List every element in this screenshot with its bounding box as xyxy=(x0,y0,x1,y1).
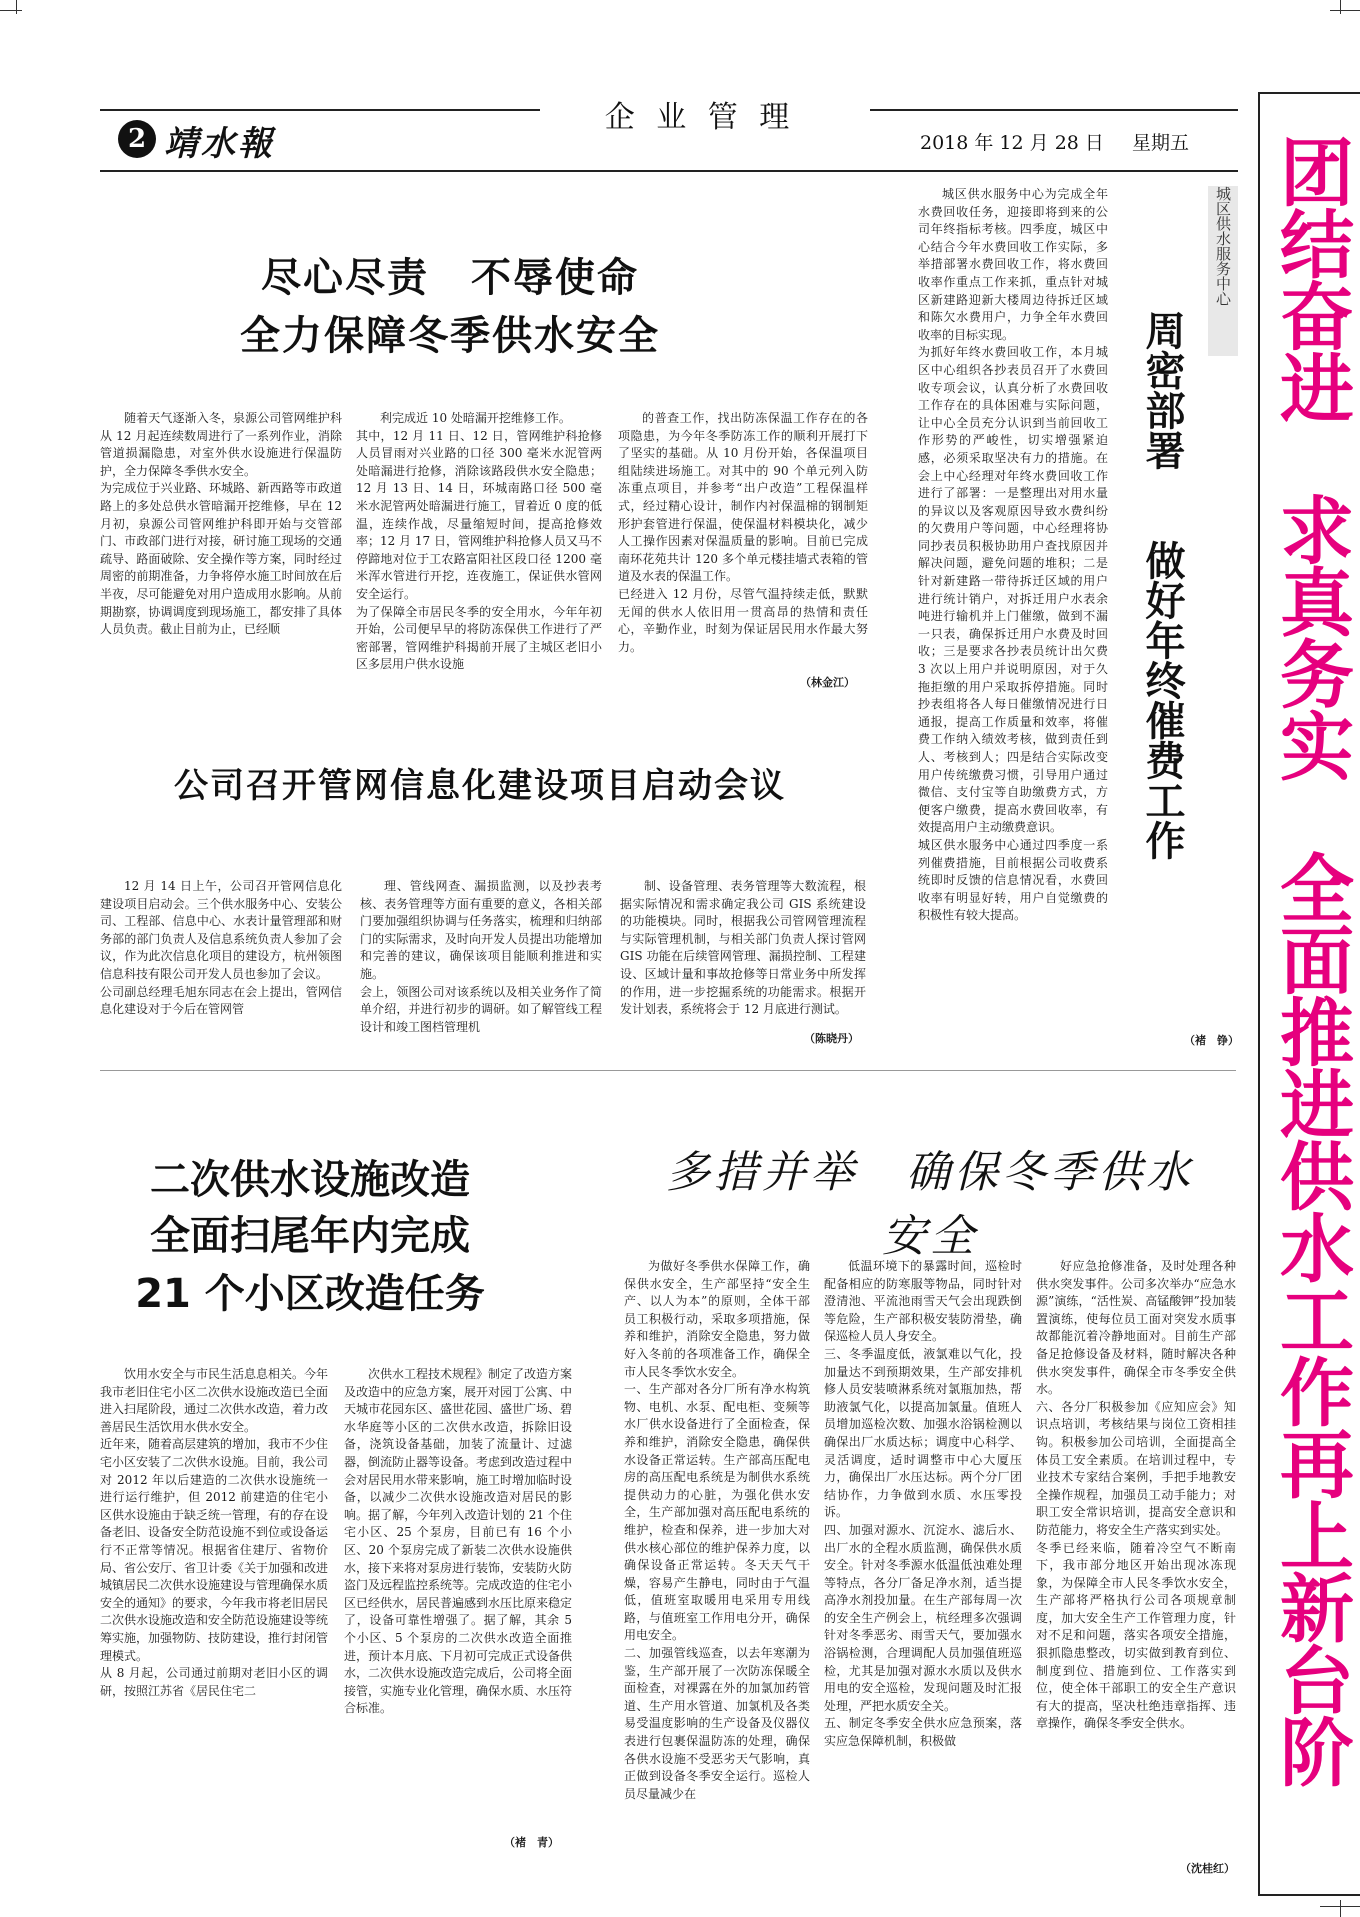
article5-byline: （沈桂红） xyxy=(1180,1862,1235,1875)
article1-text-col3: 的普查工作，找出防冻保温工作存在的各项隐患，为今年冬季防冻工作的顺利开展打下了坚实的基础。从 10 月份开始，各保温项目组陆续进场施工。对其中的 90 个单元列入防冻重点项目，并参考“出户改造”工程保温样式，经过精心设计，制作内衬保温棉的钢制矩形护套管进行保温，使保温材料模块化，减少人工操作因素对保温质量的影响。目前已完成南环花苑共计 120 多个单元楼挂墙式表箱的管道及水表的保温工作。 已经进入 12 月份，尽管气温持续走低，默默无闻的供水人依旧用一贯高昂的热情和责任心，辛勤作业，时刻为保证居民用水作最大努力。 xyxy=(618,411,868,654)
crop-mark xyxy=(1340,0,1341,14)
section-divider xyxy=(100,1070,1236,1071)
masthead xyxy=(100,96,1238,174)
article2-title: 公司召开管网信息化建设项目启动会议 xyxy=(174,766,786,806)
article1-col1 xyxy=(100,410,342,700)
section-title: 企 业 管 理 xyxy=(604,100,796,135)
issue-date-line xyxy=(920,128,1189,155)
article4-title-line1: 二次供水设施改造 xyxy=(150,1157,470,1203)
article3-text: 城区供水服务中心为完成全年水费回收任务，迎接即将到来的公司年终指标考核。四季度，城区中心结合今年水费回收工作实际，多举措部署水费回收工作，将水费回收率作重点工作来抓，重点针对城区新建路迎新大楼周边待拆迁区域和陈欠水费用户，力争全年水费回收率的目标实现。 为抓好年终水费回收工作，本月城区中心组织各抄表员召开了水费回收专项会议，认真分析了水费回收工作存在的具体困难与实际问题，让中心全员充分认识到当前回收工作形势的严峻性，切实增强紧迫感，必须采取坚决有力的措施。在会上中心经理对年终水费回收工作进行了部署：一是整理出对用水量的异议以及客观原因导致水费纠纷的欠费用户等问题，中心经理将协同抄表员积极协助用户查找原因并解决问题，避免问题的堆积；二是针对新建路一带待拆迁区域的用户进行统计销户，对拆迁用户水表余吨进行输机并上门催缴，做到不漏一只表，确保拆迁用户水费及时回收；三是要求各抄表员统计出欠费 3 次以上用户并说明原因，对于久拖拒缴的用户采取拆停措施。同时抄表组将各人每日催缴情况进行日通报，提高工作质量和效率，将催费工作纳入绩效考核，做到责任到人、考核到人；四是结合实际改变用户传统缴费习惯，引导用户通过微信、支付宝等自助缴费方式，方便客户缴费，提高水费回收率，有效提高用户主动缴费意识。 城区供水服务中心通过四季度一系列催费措施，目前根据公司收费系统即时反馈的信息情况看，水费回收率有明显好转，用户自觉缴费的积极性有较大提高。 xyxy=(918,187,1108,923)
article5-text-col2: 低温环境下的暴露时间，巡检时配备相应的防寒服等物品，同时针对澄清池、平流池雨雪天气会出现跌倒等危险，生产部积极安装防滑垫，确保巡检人员人身安全。 三、冬季温度低，液氯难以气化，投加量达不到预期效果，生产部安排机修人员安装喷淋系统对氯瓶加热，帮助液氯气化，以提高加氯量。值班人员增加巡检次数、加强水浴锅检测以确保出厂水质达标；调度中心科学、灵活调度，适时调整市中心大厦压力，确保出厂水压达标。两个分厂团结协作，力争做到水质、水压零投诉。 四、加强对源水、沉淀水、滤后水、出厂水的全程水质监测，确保供水质安全。针对冬季源水低温低浊难处理等特点，各分厂备足净水剂，适当提高净水剂投加量。在生产部每周一次的安全生产例会上，杭经理多次强调针对冬季恶劣、雨雪天气，要加强水浴锅检测，合理调配人员加强值班巡检，尤其是加强对源水水质以及供水用电的安全巡检，发现问题及时汇报处理，严把水质安全关。 五、制定冬季安全供水应急预案，落实应急保障机制，积极做 xyxy=(824,1259,1022,1749)
banner-part-1: 团结奋进 xyxy=(1268,134,1354,422)
article2-col3 xyxy=(620,878,866,1048)
article5-col1 xyxy=(624,1258,810,1858)
article2-byline: （陈晓丹） xyxy=(804,1032,859,1045)
issue-weekday: 星期五 xyxy=(1131,132,1189,154)
paper-name: 靖水報 xyxy=(164,124,275,164)
article2-col2 xyxy=(360,878,602,1048)
article1-col3 xyxy=(618,410,868,700)
article1-byline: （林金江） xyxy=(800,676,855,689)
banner-slogan xyxy=(1264,134,1358,1874)
article4-byline: （褚 青） xyxy=(504,1836,559,1849)
article4-title-line2: 全面扫尾年内完成 xyxy=(150,1213,470,1259)
crop-mark xyxy=(1330,10,1360,11)
article4-text-col2: 次供水工程技术规程》制定了改造方案及改造中的应急方案，展开对园丁公寓、中天城市花园东区、盛世花园、盛世广场、碧水华庭等小区的二次供水改造，拆除旧设备，浇筑设备基础，加装了流量计、过滤器，倒流防止器等设备。考虑到改造过程中会对居民用水带来影响，施工时增加临时设备，以减少二次供水设施改造对居民的影响。据了解，今年列入改造计划的 21 个住宅小区、25 个泵房，目前已有 16 个小区、20 个泵房完成了新装二次供水设施供水，接下来将对泵房进行装饰，安装防火防盗门及远程监控系统等。完成改造的住宅小区已经供水，居民普遍感到水压比原来稳定了，设备可靠性增强了。据了解，其余 5 个小区、5 个泵房的二次供水改造全面推进，预计本月底、下月初可完成正式设备供水，二次供水设施改造完成后，公司将全面接管，实施专业化管理，确保水质、水压符合标准。 xyxy=(344,1367,572,1716)
article1-title-line2: 全力保障冬季供水安全 xyxy=(240,313,660,359)
crop-mark xyxy=(16,0,17,14)
article1-col2 xyxy=(356,410,602,700)
article5-col3 xyxy=(1036,1258,1236,1858)
crop-mark xyxy=(1320,1906,1360,1907)
article1-text-col1: 随着天气逐渐入冬，泉源公司管网维护科从 12 月起连续数周进行了一系列作业，消除管道损漏隐患，对室外供水设施进行保温防护，全力保障冬季供水安全。 为完成位于兴业路、环城路、新西路等市政道路上的多处总供水管暗漏开挖维修，早在 12 月初，泉源公司管网维护科即开始与交管部门、市政部门进行对接，研讨施工现场的交通疏导、路面破除、安全操作等方案，同时经过周密的前期准备，力争将停水施工时间放在后半夜，尽可能避免对用户造成用水影响。从前期勘察，协调调度到现场施工，都安排了具体人员负责。截止目前为止，已经顺 xyxy=(100,411,342,637)
article3-title-part1: 周密部署 xyxy=(1139,310,1185,470)
header-rule-left xyxy=(100,109,540,111)
article4-text-col1: 饮用水安全与市民生活息息相关。今年我市老旧住宅小区二次供水设施改造已全面进入扫尾阶段，通过二次供水改造，着力改善居民生活饮用水供水安全。 近年来，随着高层建筑的增加，我市不少住宅小区安装了二次供水设施。目前，我公司对 2012 年以后建造的二次供水设施统一进行运行维护，但 2012 前建造的住宅小区供水设施由于缺乏统一管理，有的存在设备老旧、设备安全防范设施不到位或设备运行不正常等情况。根据省住建厅、省物价局、省公安厅、省卫计委《关于加强和改进城镇居民二次供水设施建设与管理确保水质安全的通知》的要求，今年我市将老旧居民二次供水设施改造和安全防范设施建设等统筹实施，加强物防、技防建设，推行封闭管理模式。 从 8 月起，公司通过前期对老旧小区的调研，按照江苏省《居民住宅二 xyxy=(100,1367,328,1698)
crop-mark xyxy=(0,10,22,11)
issue-date: 2018 年 12 月 28 日 xyxy=(920,132,1104,154)
article1-text-col2: 利完成近 10 处暗漏开挖维修工作。 其中，12 月 11 日、12 日，管网维护科抢修人员冒雨对兴业路的口径 300 毫米水泥管两处暗漏进行抢修，消除该路段供水安全隐患；12 月 13 日、14 日，环城南路口径 500 毫米水泥管两处暗漏进行施工，冒着近 0 度的低温，连续作战，尽量缩短时间，提高抢修效率；12 月 17 日，管网维护科抢修人员又马不停蹄地对位于工农路富阳社区段口径 1200 毫米浑水管进行开挖，连夜施工，保证供水管网安全运行。 为了保障全市居民冬季的安全用水，今年年初开始，公司便早早的将防冻保供工作进行了严密部署，管网维护科揭前开展了主城区老旧小区多层用户供水设施 xyxy=(356,411,602,672)
article5-text-col1: 为做好冬季供水保障工作，确保供水安全，生产部坚持“安全生产、以人为本”的原则，全体干部员工积极行动，采取多项措施，保养和维护，消除安全隐患，努力做好入冬前的各项准备工作，确保全市人民冬季饮水安全。 一、生产部对各分厂所有净水构筑物、电机、水泵、配电柜、变频等水厂供水设备进行了全面检查，保养和维护，消除安全隐患，确保供水设备正常运转。生产部高压配电房的高压配电系统是为制供水系统提供动力的心脏，为强化供水安全，生产部加强对高压配电系统的维护，检查和保养，进一步加大对供水核心部位的维护保养力度，以确保设备正常运转。冬天天气干燥，容易产生静电，同时由于气温低，值班室取暖用电采用专用线路，与值班室工作用电分开，确保用电安全。 二、加强管线巡查，以去年寒潮为鉴，生产部开展了一次防冻保暖全面检查，对裸露在外的加氯加药管道、生产用水管道、加氯机及各类易受温度影响的生产设备及仪器仪表进行包裹保温防冻的处理，确保各供水设施不受恶劣天气影响，真正做到设备冬季安全运行。巡检人员尽量减少在 xyxy=(624,1259,810,1801)
banner-box xyxy=(1258,92,1360,1896)
article2-text-col2: 理、管线网查、漏损监测，以及抄表考核、表务管理等方面有重要的意义，各相关部门要加强组织协调与任务落实，梳理和归纳部门的实际需求，及时向开发人员提出功能增加和完善的建议，确保该项目能顺利推进和实施。 会上，领图公司对该系统以及相关业务作了简单介绍，并进行初步的调研。如了解管线工程设计和竣工图档管理机 xyxy=(360,879,602,1034)
article2-text-col1: 12 月 14 日上午，公司召开管网信息化建设项目启动会。三个供水服务中心、安装公司、工程部、信息中心、水表计量管理部和财务部的部门负责人及信息系统负责人参加了会议，作为此次信息化项目的建设方，杭州领图信息科技有限公司开发人员也参加了会议。 公司副总经理毛旭东同志在会上提出，管网信息化建设对于今后在管网管 xyxy=(100,879,342,1017)
article2-col1 xyxy=(100,878,342,1048)
article4-col2 xyxy=(344,1366,572,1846)
header-underline xyxy=(100,170,1238,172)
article2-text-col3: 制、设备管理、表务管理等大数流程，根据实际情况和需求确定我公司 GIS 系统建设的功能模块。同时，根据我公司管网管理流程与实际管理机制，与相关部门负责人探讨管网 GIS 功能在后续管网管理、漏损控制、工程建设、区域计量和事故抢修等日常业务中所发挥的作用，进一步挖掘系统的功能需求。根据开发计划表，系统将会于 12 月底进行测试。 xyxy=(620,879,866,1017)
crop-mark xyxy=(1340,1900,1341,1917)
article5-text-col3: 好应急抢修准备，及时处理各种供水突发事件。公司多次举办“应急水源”演练，“活性炭、高锰酸钾”投加装置演练，使每位员工面对突发水质事故都能沉着冷静地面对。目前生产部备足抢修设备及材料，随时解决各种供水突发事件，确保全市冬季安全供水。 六、各分厂积极参加《应知应会》知识点培训，考核结果与岗位工资相挂钩。积极参加公司培训，全面提高全体员工安全素质。在培训过程中，专业技术专家结合案例，手把手地教安全操作规程，加强员工动手能力；对职工安全常识培训，提高安全意识和防范能力，将安全生产落实到实处。 冬季已经来临，随着冷空气不断南下，我市部分地区开始出现冰冻现象，为保障全市人民冬季饮水安全，生产部将严格执行公司各项规章制度，加大安全生产工作管理力度，针对不足和问题，落实各项安全措施，狠抓隐患整改，切实做到教育到位、制度到位、措施到位、工作落实到位，使全体干部职工的安全生产意识有大的提高，坚决杜绝违章指挥、违章操作，确保冬季安全供水。 xyxy=(1036,1259,1236,1731)
page-number: 2 xyxy=(127,124,147,154)
article5-title: 多措并举 确保冬季供水安全 xyxy=(666,1147,1194,1262)
banner-part-3: 全面推进供水工作再上新台阶 xyxy=(1268,850,1354,1786)
banner-part-2: 求真务实 xyxy=(1268,492,1354,780)
article4-col1 xyxy=(100,1366,328,1846)
article3-byline: （褚 铮） xyxy=(1184,1034,1239,1047)
article3-tag: 城区供水服务中心 xyxy=(1208,186,1238,356)
article4-title-line3: 21 个小区改造任务 xyxy=(135,1271,485,1317)
header-rule-right xyxy=(870,109,1238,111)
article5-col2 xyxy=(824,1258,1022,1858)
page-number-badge xyxy=(118,120,156,158)
article3-title-part2: 做好年终催费工作 xyxy=(1139,540,1185,860)
article1-title-line1: 尽心尽责 不辱使命 xyxy=(261,255,639,301)
article3-text-column xyxy=(918,186,1108,1006)
